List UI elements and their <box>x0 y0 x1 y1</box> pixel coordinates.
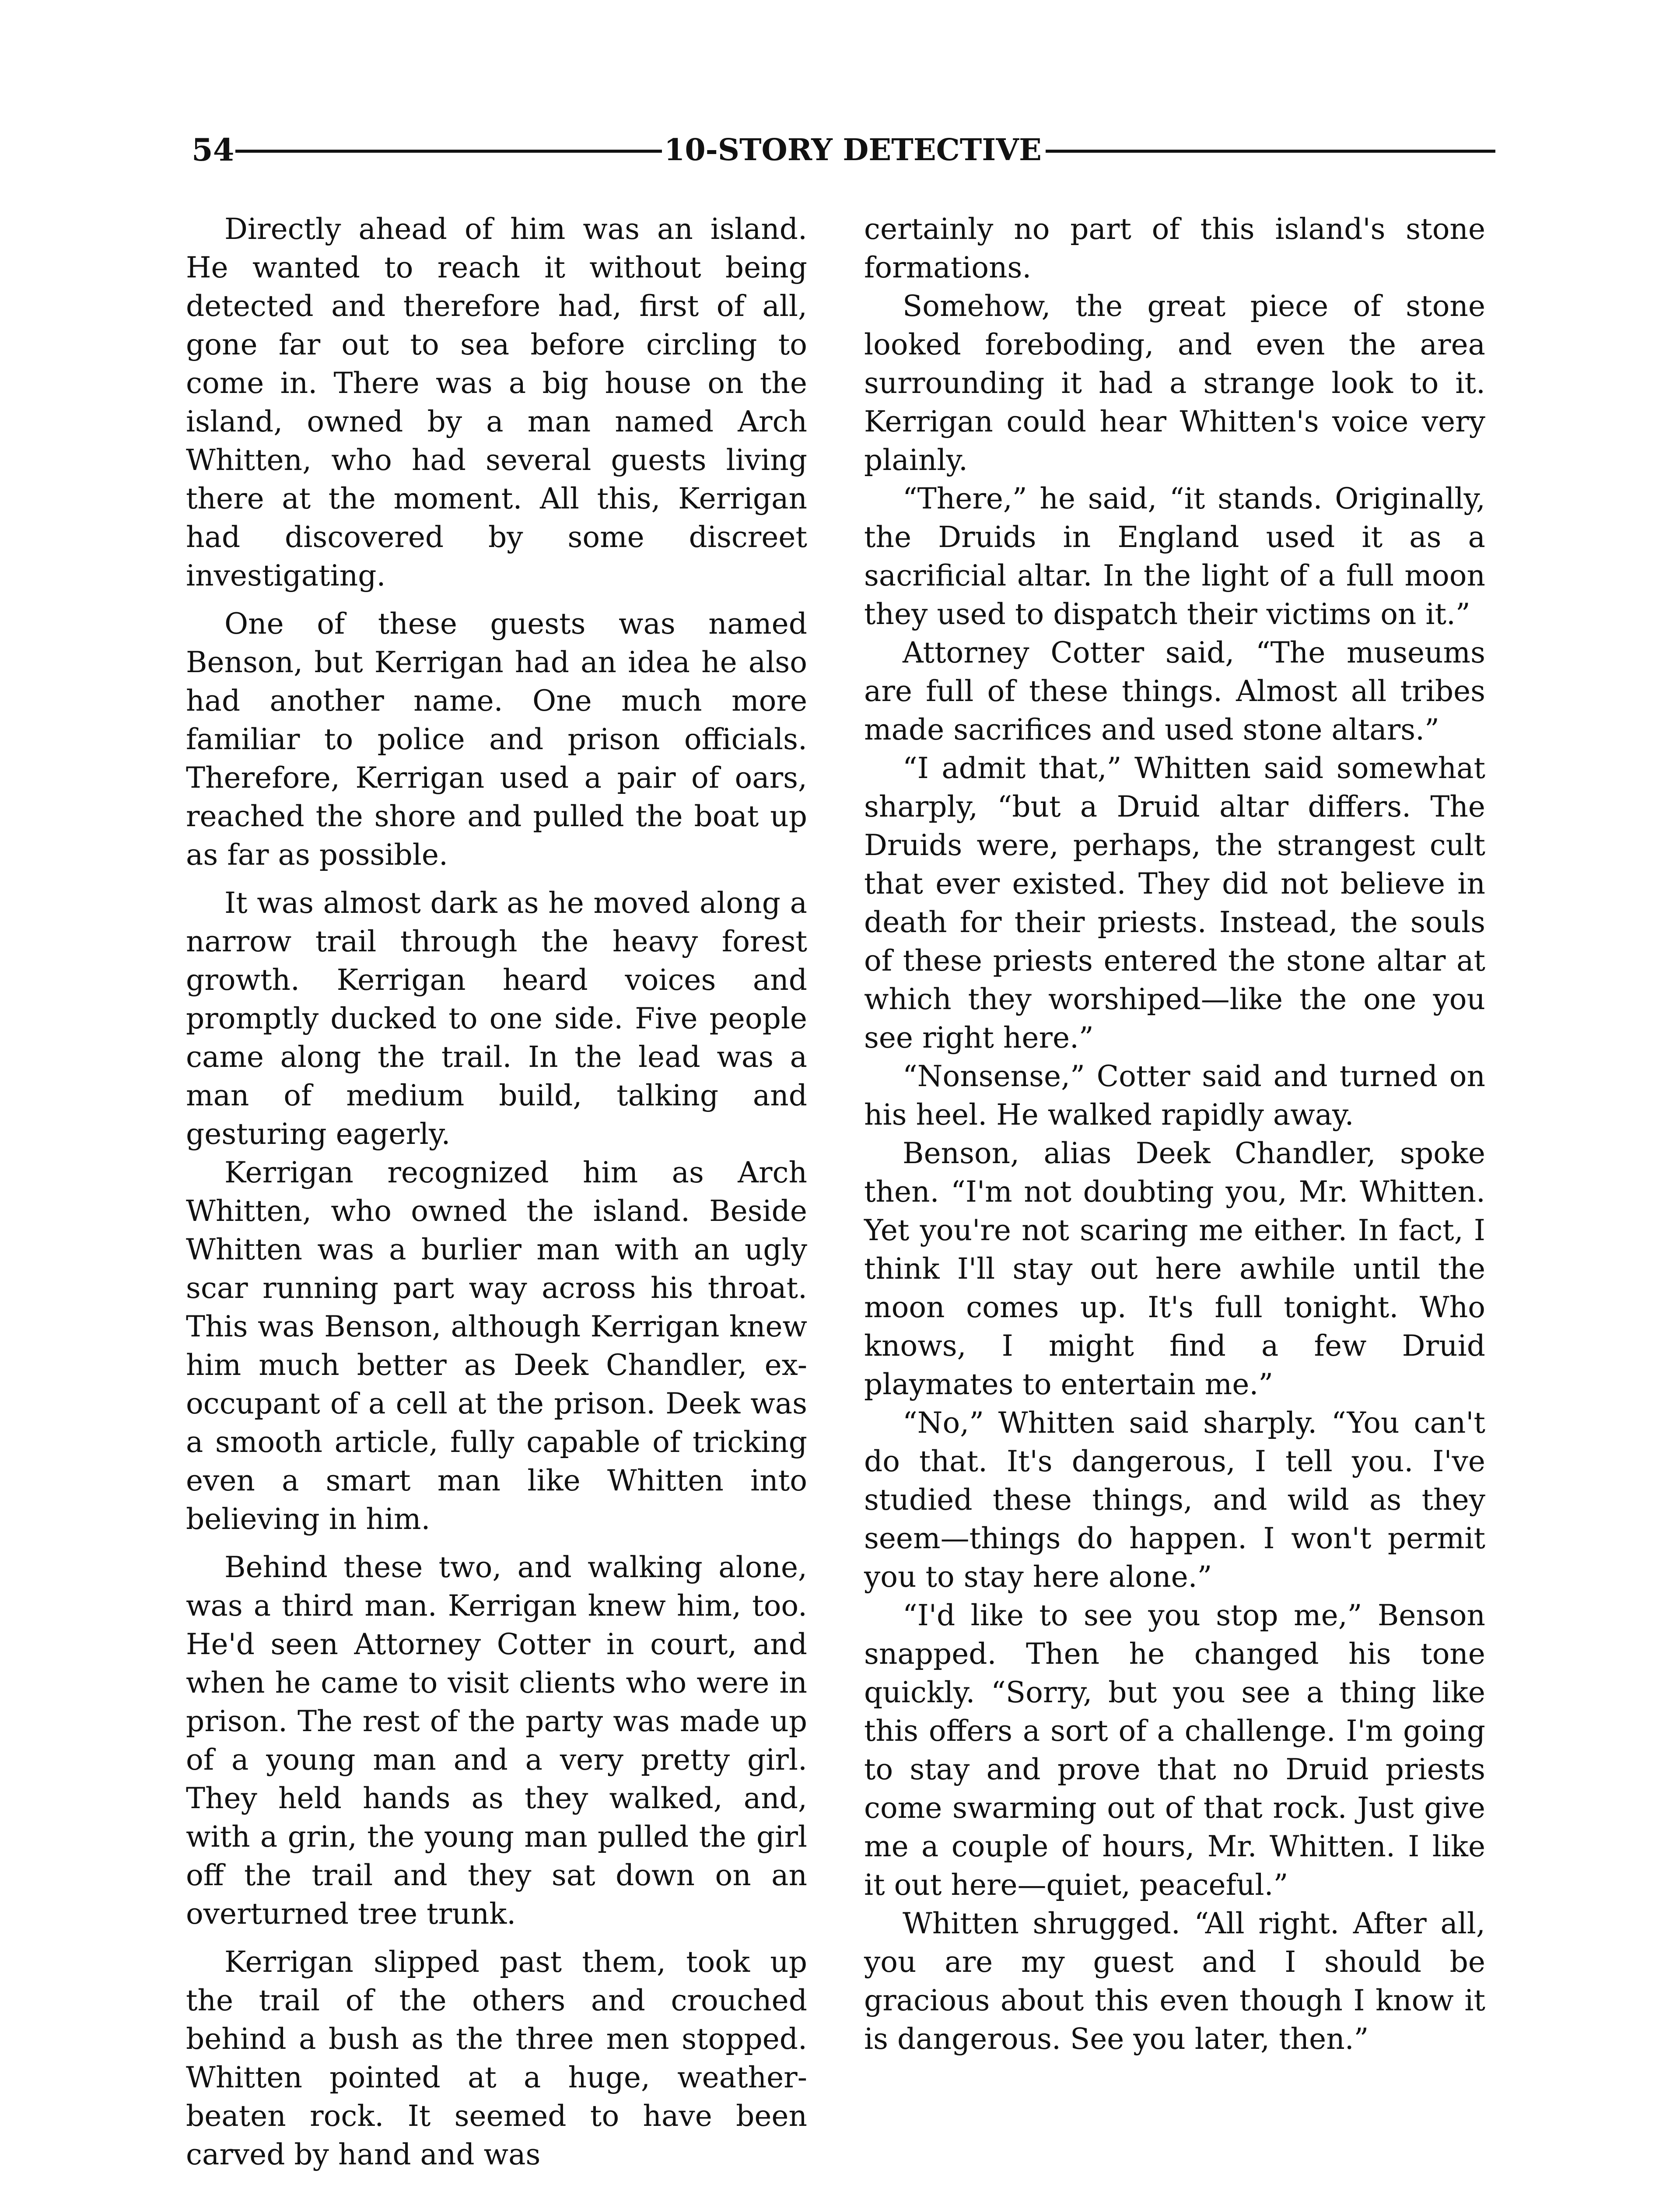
paragraph: “I admit that,” Whitten said somewhat sharply, “but a Druid altar differs. The Druids were, perhaps, the strangest cult that ever existed. They did not believe in death for their priests. Instead, the souls of these priests entered the stone altar at which they worshiped—like the one you see right here.” <box>864 751 1485 1055</box>
paragraph: certainly no part of this island's stone formations. <box>864 212 1485 284</box>
right-text-column <box>864 210 1485 2058</box>
header-rule-left <box>235 150 662 153</box>
page-number: 54 <box>192 132 234 168</box>
paragraph: Kerrigan recognized him as Arch Whitten, who owned the island. Beside Whitten was a burlier man with an ugly scar running part way across his throat. This was Benson, although Kerrigan knew him much better as Deek Chandler, ex-occupant of a cell at the prison. Deek was a smooth article, fully capable of tricking even a smart man like Whitten into believing in him. <box>186 1156 807 1536</box>
paragraph: “There,” he said, “it stands. Originally, the Druids in England used it as a sacrificial altar. In the light of a full moon they used to dispatch their victims on it.” <box>864 482 1485 631</box>
magazine-title: 10-STORY DETECTIVE <box>664 133 1042 168</box>
paragraph: Attorney Cotter said, “The museums are full of these things. Almost all tribes made sacrifices and used stone altars.” <box>864 636 1485 747</box>
paragraph: “I'd like to see you stop me,” Benson snapped. Then he changed his tone quickly. “Sorry, but you see a thing like this offers a sort of a challenge. I'm going to stay and prove that no Druid priests come swarming out of that rock. Just give me a couple of hours, Mr. Whitten. I like it out here—quiet, peaceful.” <box>864 1599 1485 1902</box>
paragraph: Behind these two, and walking alone, was a third man. Kerrigan knew him, too. He'd seen Attorney Cotter in court, and when he came to visit clients who were in prison. The rest of the party was made up of a young man and a very pretty girl. They held hands as they walked, and, with a grin, the young man pulled the girl off the trail and they sat down on an overturned tree trunk. <box>186 1550 807 1931</box>
paragraph: One of these guests was named Benson, but Kerrigan had an idea he also had another name. One much more familiar to police and prison officials. Therefore, Kerrigan used a pair of oars, reached the shore and pulled the boat up as far as possible. <box>186 607 807 872</box>
paragraph: Benson, alias Deek Chandler, spoke then. “I'm not doubting you, Mr. Whitten. Yet you're not scaring me either. In fact, I think I'll stay out here awhile until the moon comes up. It's full tonight. Who knows, I might find a few Druid playmates to entertain me.” <box>864 1136 1485 1401</box>
paragraph: “Nonsense,” Cotter said and turned on his heel. He walked rapidly away. <box>864 1059 1485 1132</box>
paragraph: Kerrigan slipped past them, took up the trail of the others and crouched behind a bush as the three men stopped. Whitten pointed at a huge, weather-beaten rock. It seemed to have been carved by hand and was <box>186 1945 807 2171</box>
paragraph: It was almost dark as he moved along a narrow trail through the heavy forest growth. Kerrigan heard voices and promptly ducked to one side. Five people came along the trail. In the lead was a man of medium build, talking and gesturing eagerly. <box>186 886 807 1151</box>
left-text-column <box>186 210 807 2174</box>
paragraph: Somehow, the great piece of stone looked foreboding, and even the area surrounding it had a strange look to it. Kerrigan could hear Whitten's voice very plainly. <box>864 289 1485 477</box>
running-header <box>192 126 1495 174</box>
paragraph: Directly ahead of him was an island. He wanted to reach it without being detected and therefore had, first of all, gone far out to sea before circling to come in. There was a big house on the island, owned by a man named Arch Whitten, who had several guests living there at the moment. All this, Kerrigan had discovered by some discreet investigating. <box>186 212 807 593</box>
paragraph: Whitten shrugged. “All right. After all, you are my guest and I should be gracious about this even though I know it is dangerous. See you later, then.” <box>864 1907 1485 2056</box>
paragraph: “No,” Whitten said sharply. “You can't do that. It's dangerous, I tell you. I've studied these things, and wild as they seem—things do happen. I won't permit you to stay here alone.” <box>864 1406 1485 1594</box>
header-rule-right <box>1046 150 1495 153</box>
